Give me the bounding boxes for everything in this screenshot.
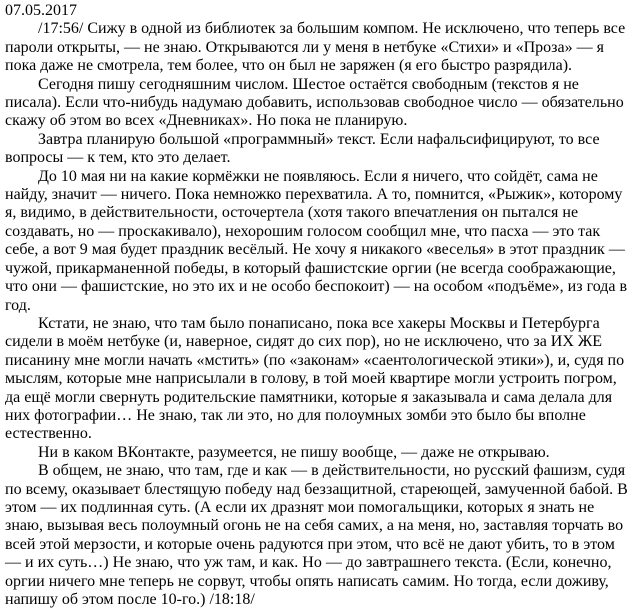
entry-date: 07.05.2017	[5, 2, 77, 19]
paragraph: Завтра планирую большой «программный» текст. Если нафальсифицируют, то все вопросы — к тем, кто это делает.	[5, 130, 600, 167]
paragraph: Ни в каком ВКонтакте, разумеется, не пишу вообще, — даже не открываю.	[38, 443, 550, 461]
paragraph: /17:56/ Сижу в одной из библиотек за большим компом. Не исключено, что теперь все пароли открыты, — не знаю. Открываются ли у меня в нетбуке «Стихи» и «Проза» — я пока даже не смотрела, тем более, что он был не заряжен (я его быстро разрядила).	[5, 20, 626, 75]
paragraph: До 10 мая ни на какие кормёжки не появляюсь. Если я ничего, что сойдёт, сама не найду, значит — ничего. Пока немножко перехватила. А то, помнится, «Рыжик», которому я, видимо, в действительности, осточертела (хотя такого впечатления он пытался не создавать, но — проскакивало), нехорошим голосом сообщил мне, что пасха — это так себе, а вот 9 мая будет праздник весёлый. Не хочу я никакого «веселья» в этот праздник — чужой, прикарманенной победы, в который фашистские оргии (не всегда соображающие, что они — фашистские, но это их и не особо беспокоит) — на особом «подъёме», из года в год.	[5, 167, 628, 314]
paragraph: Сегодня пишу сегодняшним числом. Шестое остаётся свободным (текстов я не писала). Если что-нибудь надумаю добавить, использовав свободное число — обязательно скажу об этом во всех «Дневниках». Но пока не планирую.	[5, 75, 624, 130]
paragraph: Кстати, не знаю, что там было понаписано, пока все хакеры Москвы и Петербурга сидели в моём нетбуке (и, наверное, сидят до сих пор), но не исключено, что за ИХ ЖЕ писанину мне могли начать «мстить» (по «законам» «саентологической этики»), и, судя по мыслям, которые мне наприсылали в голову, в той моей квартире могли устроить погром, да ещё могли свернуть родительские памятники, которые я заказывала и сама делала для них фотографии… Не знаю, так ли это, но для полоумных зомби это было бы вполне естественно.	[5, 314, 625, 443]
paragraph: В общем, не знаю, что там, где и как — в действительности, но русский фашизм, судя по всему, оказывает блестящую победу над беззащитной, стареющей, замученной бабой. В этом — их подлинная суть. (А если их дразнят мои помогальщики, которых я знать не знаю, вызывая весь полоумный огонь не на себя самих, а на меня, но, заставляя торчать во всей этой мерзости, и которые очень радуются при этом, что всё не дают убить, то в этом — и их суть…) Не знаю, что уж там, и как. Но — до завтрашнего текста. (Если, конечно, оргии ничего мне теперь не сорвут, чтобы опять написать самим. Но тогда, если доживу, напишу об этом после 10-го.) /18:18/	[5, 462, 628, 608]
